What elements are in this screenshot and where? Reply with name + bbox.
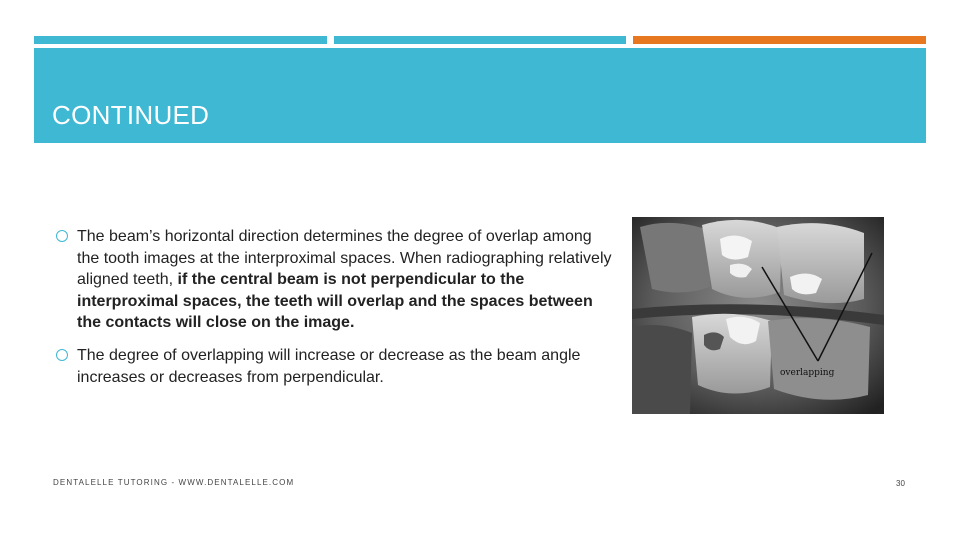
circle-bullet-icon [56, 230, 68, 242]
overlapping-label: overlapping [780, 368, 835, 378]
footer-text: DENTALELLE TUTORING - WWW.DENTALELLE.COM [53, 478, 295, 487]
top-accent-bar-1 [34, 36, 327, 44]
bullet-item-1 [56, 226, 616, 334]
page-number: 30 [896, 479, 905, 488]
xray-image [632, 217, 884, 414]
bullet-1-text: The beam’s horizontal direction determines the degree of overlap among the tooth images at the interproximal spaces. When radiographing relatively aligned teeth, [77, 228, 612, 289]
slide-title: CONTINUED [52, 100, 210, 130]
circle-bullet-icon [56, 349, 68, 361]
title-banner [34, 48, 926, 143]
top-accent-bar-2 [334, 36, 626, 44]
bullet-list [56, 226, 616, 399]
bullet-item-2 [56, 345, 616, 388]
top-accent-bar-3 [633, 36, 926, 44]
bullet-2-text: The degree of overlapping will increase or decrease as the beam angle increases or decreases from perpendicular. [77, 346, 581, 386]
bullet-1-bold-text: if the central beam is not perpendicular to the interproximal spaces, the teeth will overlap and the spaces between the contacts will close on the image. [77, 271, 593, 332]
